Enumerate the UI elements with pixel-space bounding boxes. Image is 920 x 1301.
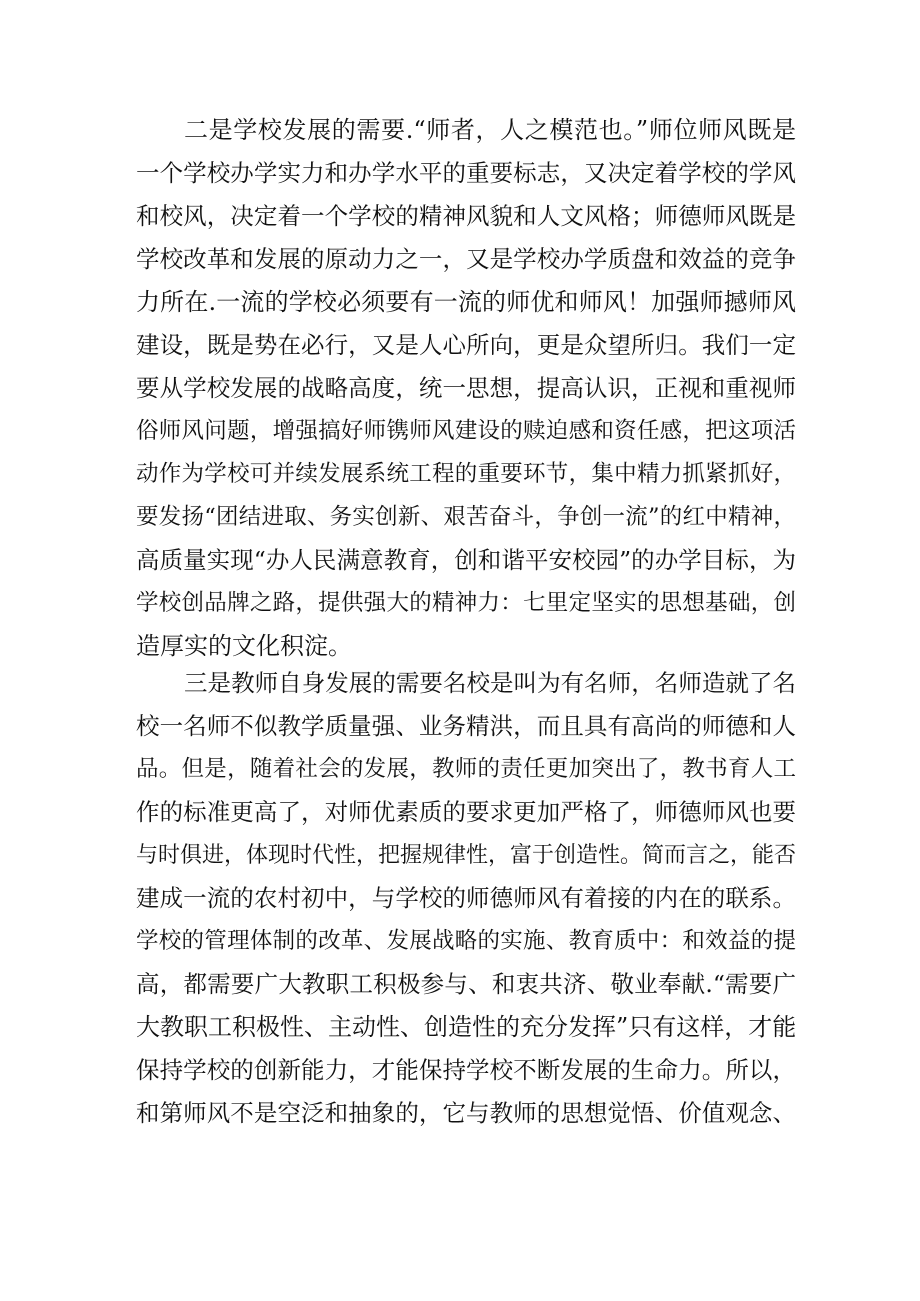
- text-line: 和第师风不是空泛和抽象的，它与教师的思想觉悟、价值观念、: [136, 1099, 796, 1127]
- text-line: 要发扬“团结进取、务实创新、艰苦奋斗，争创一流”的红中精神，: [136, 504, 796, 530]
- text-line: 和校风，决定着一个学校的精神风貌和人文风格；师德师风既是: [136, 202, 796, 230]
- text-line: 建成一流的农村初中，与学校的师德师风有着接的内在的联系。: [136, 884, 796, 912]
- text-line: 高质量实现“办人民满意教育，创和谐平安校园”的办学目标，为: [136, 546, 796, 574]
- text-line: 学校的管理体制的改革、发展战略的实施、教育质中：和效益的提: [136, 928, 796, 954]
- text-line: 建设，既是势在必行，又是人心所向，更是众望所归。我们一定: [136, 331, 796, 359]
- text-line: 要从学校发展的战略高度，统一思想，提高认识，正视和重视师: [136, 374, 796, 402]
- text-line: 大教职工积极性、主动性、创造性的充分发挥”只有这样，才能: [136, 1013, 797, 1041]
- text-line: 造厚实的文化积淀。: [136, 632, 352, 660]
- text-line: 与时俱进，体现时代性，把握规律性，富于创造性。简而言之，能否: [136, 843, 797, 868]
- text-line: 保持学校的创新能力，才能保持学校不断发展的生命力。所以，: [136, 1056, 796, 1084]
- text-line: 一个学校办学实力和办学水平的重要标志，又决定着学校的学风: [136, 159, 796, 187]
- text-line: 高，都需要广大教职工积极参与、和衷共济、敬业奉献.“需要广: [136, 970, 796, 998]
- text-line: 学校改革和发展的原动力之一，又是学校办学质盘和效益的竞争: [136, 245, 796, 273]
- text-line: 三是教师自身发展的需要名校是叫为有名师，名师造就了名: [184, 669, 796, 697]
- paragraph-school-development: [136, 109, 796, 668]
- text-line: 学校创品牌之路，提供强大的精神力：七里定坚实的思想基础，创: [136, 590, 796, 616]
- text-line: 作的标准更高了，对师优素质的要求更加严格了，师德师风也要: [136, 798, 796, 826]
- text-line: 校一名师不似教学质量强、业务精洪，而且具有高尚的师德和人: [136, 712, 796, 740]
- paragraph-teacher-development: [136, 662, 796, 1135]
- text-line: 二是学校发展的需要.“师者，人之模范也。”师位师风既是: [184, 116, 796, 144]
- text-line: 动作为学校可并续发展系统工程的重要环节，集中精力抓紧抓好，: [136, 461, 796, 487]
- text-line: 品。但是，随着社会的发展，教师的责任更加突出了，教书育人工: [136, 756, 796, 782]
- text-line: 力所在.一流的学校必须要有一流的师优和师风！加强师撼师风: [136, 288, 796, 316]
- text-line: 俗师风问题，增强搞好师镌师风建设的赎迫感和资任感，把这项活: [136, 418, 796, 444]
